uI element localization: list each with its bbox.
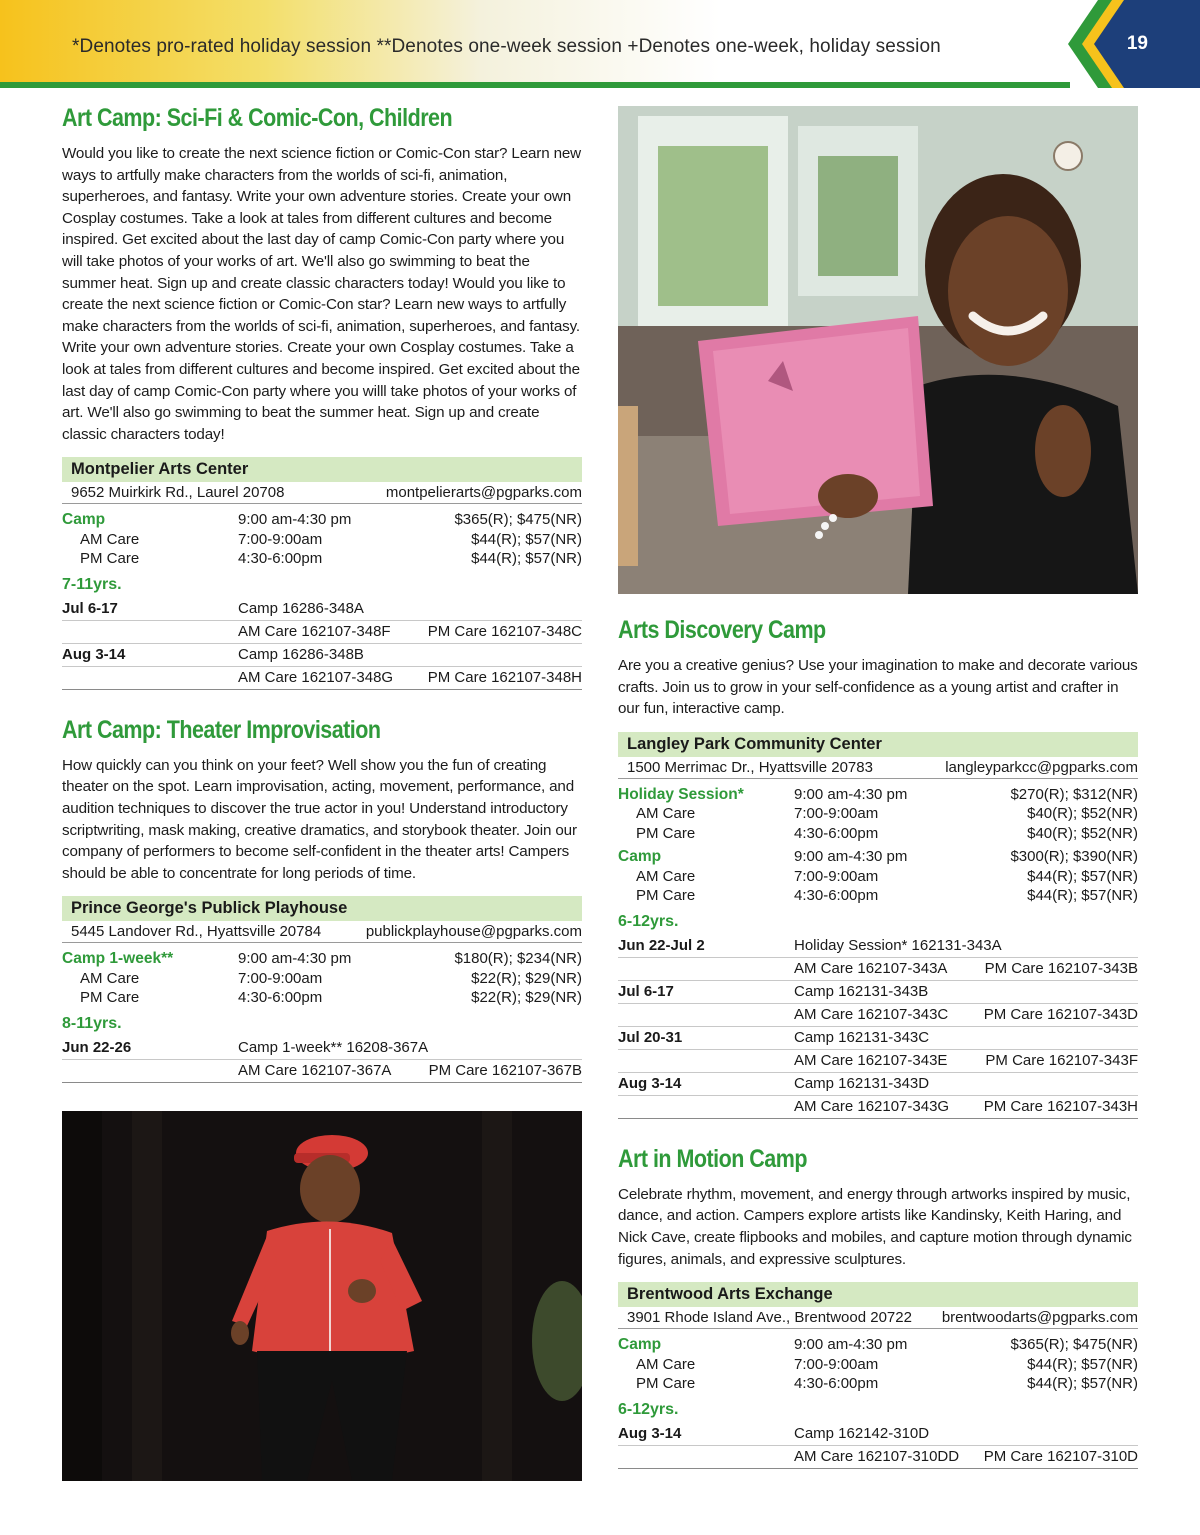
- fee-row: [62, 988, 582, 1008]
- fee-label: Camp: [618, 848, 662, 866]
- session-code: Camp 162131-343B: [794, 982, 929, 1000]
- venue-email[interactable]: langleyparkcc@pgparks.com: [945, 758, 1138, 776]
- session-row: [618, 981, 1138, 1004]
- venue-address: 5445 Landover Rd., Hyattsville 20784: [71, 923, 322, 941]
- section-description: Are you a creative genius? Use your imagination to make and decorate various crafts. Join us to grow in your self-confidence as a young artist and crafter in our fun, interactive camp.: [618, 657, 1138, 718]
- session-code: AM Care 162107-343C: [794, 1005, 949, 1023]
- fee-time: 9:00 am-4:30 pm: [794, 785, 908, 803]
- fee-price: $44(R); $57(NR): [471, 550, 582, 568]
- section-title: Art Camp: Sci-Fi & Comic-Con, Children: [62, 104, 453, 132]
- fee-table: [62, 504, 582, 569]
- header-rule: [0, 82, 1070, 88]
- session-code: Holiday Session* 162131-343A: [794, 936, 1002, 954]
- fee-label: AM Care: [80, 969, 140, 987]
- fee-time: 9:00 am-4:30 pm: [794, 1336, 908, 1354]
- venue-email[interactable]: brentwoodarts@pgparks.com: [941, 1309, 1138, 1327]
- photo-stage-performer-illustration: [62, 1111, 582, 1481]
- fee-table: [62, 943, 582, 1008]
- session-code: AM Care 162107-343A: [794, 959, 948, 977]
- fee-label: AM Care: [636, 805, 696, 823]
- session-pm-code: PM Care 162107-343H: [983, 1097, 1138, 1115]
- session-date: [618, 1446, 794, 1468]
- session-row: [618, 1004, 1138, 1027]
- fee-row: [618, 785, 1138, 805]
- session-row: [618, 958, 1138, 981]
- session-row: [618, 1027, 1138, 1050]
- session-row: [62, 598, 582, 621]
- venue-address-row: [618, 757, 1138, 779]
- fee-time: 4:30-6:00pm: [238, 550, 323, 568]
- fee-label: PM Care: [636, 824, 696, 842]
- age-range: 6-12yrs.: [618, 912, 679, 930]
- fee-price: $44(R); $57(NR): [1027, 1355, 1138, 1373]
- fee-row: [618, 1374, 1138, 1394]
- fee-label: PM Care: [80, 989, 140, 1007]
- fee-time: 4:30-6:00pm: [794, 824, 879, 842]
- fee-table: [618, 779, 1138, 906]
- fee-label: AM Care: [80, 530, 140, 548]
- fee-row: [618, 804, 1138, 824]
- fee-label: Holiday Session*: [618, 785, 744, 803]
- session-date: Aug 3-14: [618, 1424, 682, 1442]
- fee-time: 9:00 am-4:30 pm: [238, 950, 352, 968]
- fee-price: $40(R); $52(NR): [1027, 805, 1138, 823]
- section-description: Would you like to create the next science fiction or Comic-Con star? Learn new ways to artfully make characters from the worlds of sci-fi, animation, superheroes, and fantasy. Write your own adventure stories. Create your own Cosplay costumes. Take a look at tales from different cultures and become inspired. Get excited about the last day of camp Comic-Con party where you will take photos of your works of art. We'll also go swimming to beat the summer heat. Sign up and create classic characters today! Would you like to create the next science fiction or Comic-Con star? Learn new ways to artfully make characters from the worlds of sci-fi, animation, superheroes, and fantasy. Write your own adventure stories. Create your own Cosplay costumes. Take a look at tales from different cultures and become inspired. Get excited about the last day of camp Comic-Con party where you willl take photos of your works of art. We'll also go swimming to beat the summer heat. Sign up and create classic characters today!: [62, 145, 581, 443]
- fee-time: 4:30-6:00pm: [238, 989, 323, 1007]
- fee-row: [618, 886, 1138, 906]
- session-code: AM Care 162107-348G: [238, 668, 394, 686]
- session-pm-code: PM Care 162107-343D: [983, 1005, 1138, 1023]
- session-date: Aug 3-14: [62, 645, 126, 663]
- fee-price: $270(R); $312(NR): [1010, 785, 1138, 803]
- session-code: AM Care 162107-343G: [794, 1097, 950, 1115]
- fee-row: [62, 969, 582, 989]
- photo-stage-performer: [62, 1111, 582, 1481]
- session-code: Camp 16286-348B: [238, 645, 364, 663]
- section-scifi-camp: [62, 104, 582, 690]
- fee-time: 7:00-9:00am: [238, 530, 323, 548]
- age-range: 8-11yrs.: [62, 1014, 122, 1032]
- header-footnote: *Denotes pro-rated holiday session **Denotes one-week session +Denotes one-week, holiday session: [72, 36, 941, 57]
- fee-price: $300(R); $390(NR): [1010, 848, 1138, 866]
- section-description: Celebrate rhythm, movement, and energy through artworks inspired by music, dance, and action. Campers explore artists like Kandinsky, Keith Haring, and Nick Cave, create flipbooks and mobiles, and capture motion through dynamic figures, animals, and expressive sculptures.: [618, 1185, 1132, 1268]
- venue-address: 1500 Merrimac Dr., Hyattsville 20783: [627, 758, 873, 776]
- fee-label: Camp: [62, 511, 106, 529]
- session-row: [62, 667, 582, 690]
- fee-row: [62, 510, 582, 530]
- fee-price: $365(R); $475(NR): [454, 511, 582, 529]
- photo-girl-with-artwork: [618, 106, 1138, 594]
- fee-label: Camp 1-week**: [62, 950, 174, 968]
- session-row: [62, 1060, 582, 1083]
- age-range: 7-11yrs.: [62, 575, 122, 593]
- fee-price: $44(R); $57(NR): [1027, 1375, 1138, 1393]
- section-title: Art Camp: Theater Improvisation: [62, 715, 381, 744]
- session-row: [62, 1037, 582, 1060]
- session-date: [618, 958, 794, 980]
- fee-row: [618, 1335, 1138, 1355]
- fee-row: [62, 530, 582, 550]
- session-date: Aug 3-14: [618, 1074, 682, 1092]
- venue-address: 9652 Muirkirk Rd., Laurel 20708: [71, 484, 285, 502]
- page-header: [0, 0, 1200, 88]
- session-date: Jun 22-26: [62, 1038, 132, 1056]
- fee-price: $22(R); $29(NR): [471, 989, 582, 1007]
- venue-email[interactable]: montpelierarts@pgparks.com: [385, 484, 582, 502]
- session-row: [62, 644, 582, 667]
- fee-label: Camp: [618, 1336, 662, 1354]
- fee-label: PM Care: [80, 550, 140, 568]
- session-date: Jul 6-17: [62, 599, 118, 617]
- spacer: [618, 1119, 1138, 1145]
- fee-row: [62, 949, 582, 969]
- session-date: [62, 667, 238, 689]
- session-date: Jul 20-31: [618, 1028, 683, 1046]
- fee-label: PM Care: [636, 1375, 696, 1393]
- fee-time: 7:00-9:00am: [238, 969, 323, 987]
- fee-time: 9:00 am-4:30 pm: [238, 511, 352, 529]
- session-code: Camp 162131-343C: [794, 1028, 930, 1046]
- fee-time: 7:00-9:00am: [794, 1355, 879, 1373]
- section-title: Arts Discovery Camp: [618, 616, 826, 644]
- session-code: AM Care 162107-348F: [238, 622, 391, 640]
- session-row: [618, 1073, 1138, 1096]
- session-row: [62, 621, 582, 644]
- session-code: AM Care 162107-343E: [794, 1051, 948, 1069]
- fee-price: $44(R); $57(NR): [1027, 887, 1138, 905]
- session-row: [618, 1050, 1138, 1073]
- fee-price: $40(R); $52(NR): [1027, 824, 1138, 842]
- venue-name: Prince George's Publick Playhouse: [62, 896, 582, 921]
- fee-row: [618, 847, 1138, 867]
- session-date: [618, 1004, 794, 1026]
- fee-table: [618, 1329, 1138, 1394]
- venue-name: Langley Park Community Center: [618, 732, 1138, 757]
- session-pm-code: PM Care 162107-310D: [983, 1447, 1138, 1465]
- fee-price: $44(R); $57(NR): [471, 530, 582, 548]
- fee-price: $180(R); $234(NR): [454, 950, 582, 968]
- session-date: Jun 22-Jul 2: [618, 936, 705, 954]
- session-row: [618, 1446, 1138, 1469]
- session-pm-code: PM Care 162107-348H: [427, 668, 582, 686]
- fee-time: 9:00 am-4:30 pm: [794, 848, 908, 866]
- session-date: [618, 1050, 794, 1072]
- session-code: Camp 16286-348A: [238, 599, 364, 617]
- section-title: Art in Motion Camp: [618, 1144, 807, 1173]
- spacer: [62, 690, 582, 716]
- fee-price: $44(R); $57(NR): [1027, 867, 1138, 885]
- fee-price: $365(R); $475(NR): [1010, 1336, 1138, 1354]
- section-theater-camp: [62, 716, 582, 1083]
- fee-price: $22(R); $29(NR): [471, 969, 582, 987]
- session-date: [62, 1060, 238, 1082]
- age-range: 6-12yrs.: [618, 1400, 679, 1418]
- fee-row: [618, 824, 1138, 844]
- session-code: Camp 1-week** 16208-367A: [238, 1038, 429, 1056]
- session-pm-code: PM Care 162107-343F: [985, 1051, 1138, 1069]
- session-pm-code: PM Care 162107-348C: [427, 622, 582, 640]
- fee-time: 4:30-6:00pm: [794, 1375, 879, 1393]
- session-date: [62, 621, 238, 643]
- section-description: How quickly can you think on your feet? Well show you the fun of creating theater on the spot. Learn improvisation, acting, movement, performance, and audition techniques to discover the true actor in you! Understand introductory scriptwriting, mask making, creative dramatics, and storybook theater. Join our company of performers to become self-confident in the theater arts! Campers should be able to concentrate for long periods of time.: [62, 756, 577, 882]
- fee-row: [618, 867, 1138, 887]
- session-date: Jul 6-17: [618, 982, 674, 1000]
- session-pm-code: PM Care 162107-343B: [984, 959, 1138, 977]
- session-pm-code: PM Care 162107-367B: [428, 1061, 582, 1079]
- fee-label: PM Care: [636, 887, 696, 905]
- session-code: AM Care 162107-310DD: [794, 1447, 960, 1465]
- venue-email[interactable]: publickplayhouse@pgparks.com: [365, 923, 582, 941]
- session-row: [618, 935, 1138, 958]
- session-code: Camp 162142-310D: [794, 1424, 930, 1442]
- left-column: [62, 104, 582, 1083]
- page-number: 19: [1126, 33, 1148, 54]
- photo-girl-with-artwork-illustration: [618, 106, 1138, 594]
- venue-name: Montpelier Arts Center: [62, 457, 582, 482]
- venue-address: 3901 Rhode Island Ave., Brentwood 20722: [627, 1309, 912, 1327]
- venue-address-row: [618, 1307, 1138, 1329]
- fee-label: AM Care: [636, 1355, 696, 1373]
- right-column: [618, 616, 1138, 1469]
- fee-row: [62, 549, 582, 569]
- fee-row: [618, 1355, 1138, 1375]
- venue-address-row: [62, 921, 582, 943]
- section-discovery-camp: [618, 616, 1138, 1119]
- fee-time: 4:30-6:00pm: [794, 887, 879, 905]
- page-corner-chevron-icon: [1040, 0, 1200, 88]
- fee-label: AM Care: [636, 867, 696, 885]
- venue-address-row: [62, 482, 582, 504]
- session-row: [618, 1096, 1138, 1119]
- venue-name: Brentwood Arts Exchange: [618, 1282, 1138, 1307]
- session-date: [618, 1096, 794, 1118]
- session-code: Camp 162131-343D: [794, 1074, 930, 1092]
- section-motion-camp: [618, 1145, 1138, 1469]
- fee-time: 7:00-9:00am: [794, 867, 879, 885]
- session-code: AM Care 162107-367A: [238, 1061, 392, 1079]
- fee-time: 7:00-9:00am: [794, 805, 879, 823]
- session-row: [618, 1423, 1138, 1446]
